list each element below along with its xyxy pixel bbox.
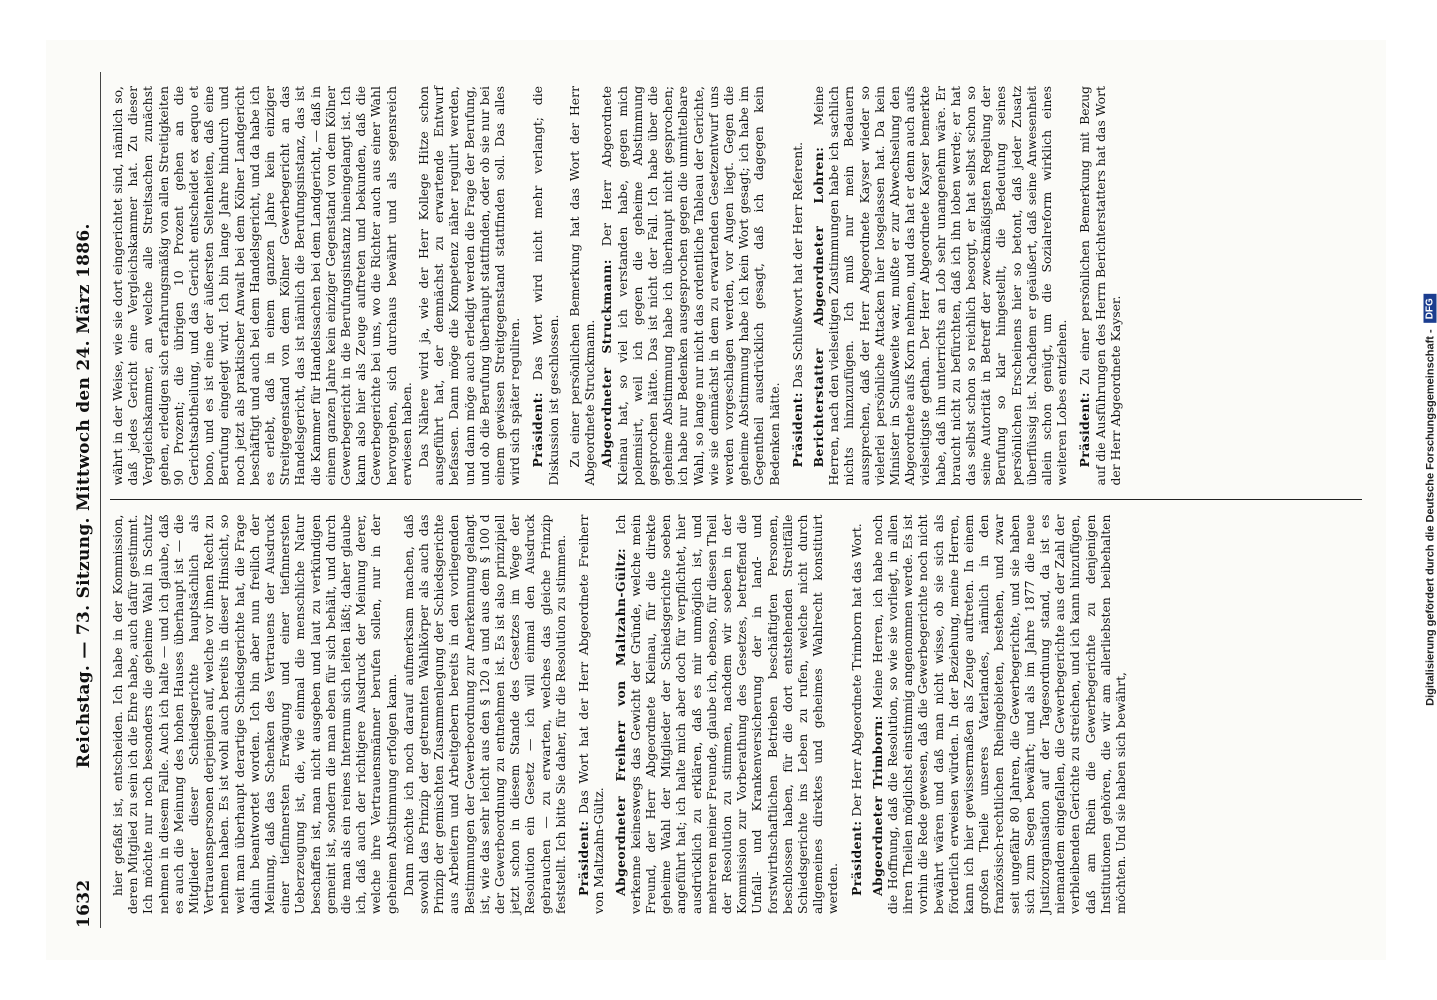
- paragraph: [110, 86, 414, 486]
- paragraph-text: Der Herr Abgeordnete Kleinau hat, so viel ich verstanden habe, gegen mich polemisirt, weil ich gegen die geheime Abstimmung gesprochen hätte. Das ist nicht der Fall. Ich habe über die geheime Abstimmung habe ich überhaupt nicht gesprochen; ich habe nur Bedenken ausgesprochen gegen die unmittelbare Wahl, so lange nur nicht das ordentliche Tableau der Gerichte, wie sie demnächst in dem zu erwartenden Gesetzentwurf uns werden vorgeschlagen werden, vor Augen liegt. Gegen die geheime Abstimmung habe ich kein Wort gesagt; ich habe im Gegentheil ausdrücklich gesagt, daß ich dagegen kein Bedenken hätte.: [599, 86, 782, 486]
- speaker-name: Abgeordneter Freiherr von Maltzahn-Gültz:: [612, 548, 628, 896]
- page-number: 1632: [74, 879, 94, 928]
- paragraph-text: Das Wort hat der Herr Abgeordnete Freiherr von Maltzahn-Gültz.: [576, 514, 607, 914]
- paragraph: [870, 515, 1128, 915]
- paragraph-text: Der Herr Abgeordnete Trimborn hat das Wort.: [848, 523, 864, 817]
- digitization-credit: Digitalisierung gefördert durch die Deutsche Forschungsgemeinschaft -: [1424, 329, 1436, 706]
- paragraph-text: Meine Herren, ich habe noch die Hoffnung, daß die Resolution, so wie sie vorliegt, in allen ihren Theilen möglichst einstimmig angenommen werde. Es ist vorhin die Rede gewesen, daß die Gewerbegerichte noch nicht bewährt wären und daß man nicht wisse, ob sie sich als förderlich erweisen würden. In der Beziehung, meine Herren, kann ich hier gewissermaßen als Zeuge auftreten. In einem großen Theile unseres Vaterlandes, nämlich in den französisch-rechtlichen Rheingebieten, bestehen, und zwar seit ungefähr 80 Jahren, die Gewerbegerichte, und sie haben sich zum Segen bewährt; und als im Jahre 1877 die neue Justizorganisation auf der Tagesordnung stand, da ist es niemandem eingefallen, die Gewerbegerichte aus der Zahl der verbleibenden Gerichte zu streichen, und ich kann hinzufügen, daß am Rhein die Gewerbegerichte zu denjenigen Institutionen gehören, die wir am allerliebsten beibehalten möchten. Und sie haben sich bewährt,: [869, 514, 1128, 914]
- speaker-name: Abgeordneter Struckmann:: [599, 259, 615, 468]
- president-remark: [790, 86, 805, 486]
- speaker-label: Präsident:: [576, 820, 592, 896]
- speaker-label: Präsident:: [789, 392, 805, 468]
- paragraph-text: Das Nähere wird ja, wie der Herr Kollege Hitze schon ausgeführt hat, der demnächst zu erwartende Entwurf befassen. Dann möge die Kompetenz näher regulirt werden, und dann möge auch erledigt werden die Frage der Berufung, und ob die Berufung überhaupt stattfinden, oder ob sie nur bei einem gewissen Streitgegenstand stattfinden soll. Das alles wird sich später reguliren.: [416, 86, 523, 486]
- document-page: [46, 40, 1386, 960]
- president-remark: [849, 515, 864, 915]
- paragraph-text: Das Wort wird nicht mehr verlangt; die Diskussion ist geschlossen.: [530, 86, 561, 486]
- paragraph-text: Zu einer persönlichen Bemerkung mit Bezug auf die Ausführungen des Herrn Berichterstatters hat das Wort der Herr Abgeordnete Kayser.: [1077, 86, 1123, 486]
- paragraph: [613, 515, 841, 915]
- dfg-logo: DFG: [1424, 294, 1437, 323]
- speaker-label: Präsident:: [848, 820, 864, 896]
- speaker-label: Präsident:: [1077, 392, 1093, 468]
- paragraph-text: Zu einer persönlichen Bemerkung hat das Wort der Herr Abgeordnete Struckmann.: [566, 86, 598, 486]
- paragraph: [599, 86, 781, 486]
- paragraph-text: Ich verkenne keineswegs das Gewicht der Gründe, welche mein Freund, der Herr Abgeordnete Kleinau, für die direkte geheime Wahl der Mitglieder der Schiedsgerichte soeben angeführt hat; ich halte mich aber doch für verpflichtet, hier ausdrücklich zu erklären, daß es mir unmöglich ist, und mehreren meiner Freunde, glaube ich, ebenso, für diesen Theil der Resolution zu stimmen, nachdem wir soeben in der Kommission zur Vorberathung des Gesetzes, betreffend die Unfall- und Krankenversicherung der in land- und forstwirthschaftlichen Betrieben beschäftigten Personen, beschlossen haben, für die dort entstehenden Streitfälle Schiedsgerichte ins Leben zu rufen, welche nicht durch allgemeines direktes und geheimes Wahlrecht konstituirt werden.: [612, 514, 841, 914]
- president-remark: [576, 515, 606, 915]
- president-remark: [530, 86, 560, 486]
- president-remark: [1077, 86, 1123, 486]
- paragraph-text: hier gefaßt ist, entscheiden. Ich habe in der Kommission, deren Mitglied zu sein ich die Ehre habe, auch dafür gestimmt. Ich möchte nur noch besonders die geheime Wahl in Schutz nehmen in diesem Falle. Auch ich halte — und ich glaube, daß es auch die Meinung des hohen Hauses überhaupt ist — die Mitglieder dieser Schiedsgerichte hauptsächlich als Vertrauenspersonen derjenigen auf, welche vor ihnen Recht zu nehmen haben. Es ist wohl auch bereits in dieser Hinsicht, so weit man überhaupt derartige Schiedsgerichte hat, die Frage dahin beantwortet worden. Ich bin aber nun freilich der Meinung, daß das Schenken des Vertrauens der Ausdruck einer tiefinnersten Erwägung und einer tiefinnersten Ueberzeugung ist, die, wie einmal die menschliche Natur beschaffen ist, man nicht ausgeben und laut zu verkündigen gemeint ist, sondern die man eben für sich behält, und durch die man als ein reines Internum sich leiten läßt; daher glaube ich, daß auch der richtigere Ausdruck der Meinung derer, welche ihre Vertrauensmänner berufen sollen, nur in der geheimen Abstimmung erfolgen kann.: [110, 514, 399, 914]
- paragraph: [401, 515, 568, 915]
- text-columns: [110, 72, 1362, 928]
- paragraph-text: Dann möchte ich noch darauf aufmerksam machen, daß sowohl das Prinzip der getrennten Wahlkörper als auch das Prinzip der gemischten Zusammenlegung der Schiedsgerichte aus Arbeitern und Arbeitgebern bereits in den vorliegenden Bestimmungen der Gewerbeordnung zur Anerkennung gelangt ist, wie das sehr leicht aus den § 120 a und aus dem § 100 d der Gewerbeordnung zu entnehmen ist. Es ist also prinzipiell jetzt schon in diesem Stande des Gesetzes im Wege der Resolution ein Gesetz — ich will einmal den Ausdruck gebrauchen — zu erwarten, welches das gleiche Prinzip feststellt. Ich bitte Sie daher, für die Resolution zu stimmen.: [400, 514, 568, 914]
- page-header: [74, 72, 101, 928]
- paragraph: [811, 86, 1069, 486]
- paragraph: [567, 86, 597, 486]
- paragraph: [416, 86, 522, 486]
- paragraph-text: Meine Herren, nach den vielseitigen Zustimmungen habe ich sachlich nichts hinzuzufügen. Ich muß nur mein Bedauern aussprechen, daß der Herr Abgeordnete Kayser wieder so vielerlei persönliche Attacken hier losgelassen hat. Da kein Minister in Schußweite war, mußte er zur Abwechselung den Abgeordnete aufs Korn nehmen, und das hat er denn auch aufs vielseitigste gethan. Der Herr Abgeordnete Kayser bemerkte habe, daß ihn unterrichts an Lob sehr unangenehm wäre. Er braucht nicht zu befürchten, daß ich ihn loben werde; er hat das selbst schon so reichlich besorgt, er hat selbst schon so seine Autorität in Betreff der zweckmäßigsten Regelung der Berufung so klar hingestellt, die Bedeutung seines persönlichen Erscheinens hier so betont, daß jeder Zusatz überflüssig ist. Nachdem er geäußert, daß seine Anwesenheit allein schon genügt, um die Sozialreform wirklich eines weiteren Lobes entziehen.: [810, 86, 1070, 486]
- right-column: [110, 72, 1362, 500]
- speaker-label: Präsident:: [530, 392, 546, 468]
- paragraph: [110, 515, 399, 915]
- speaker-name: Berichterstatter Abgeordneter Lohren:: [810, 146, 826, 468]
- paragraph-text: Das Schlußwort hat der Herr Referent.: [789, 141, 805, 389]
- paragraph-text: währt in der Weise, wie sie dort eingerichtet sind, nämlich so, daß jedes Gericht eine Vergleichskammer hat. Zu dieser Vergleichskammer, an welche alle Streitsachen zunächst gehen, erledigen sich erfahrungsmäßig von allen Streitigkeiten 90 Prozent; die übrigen 10 Prozent gehen an die Gerichtsabtheilung, und das Gericht entscheidet ex aequo et bono, und es ist eine der äußersten Seltenheiten, daß eine Berufung eingelegt wird. Ich bin lange Jahre hindurch und noch jetzt als praktischer Anwalt bei dem Kölner Landgericht beschäftigt und auch bei dem Handelsgericht, und da habe ich es erlebt, daß in einem ganzen Jahre kein einziger Streitgegenstand von dem Kölner Gewerbegericht an das Handelsgericht, das ist nämlich die Berufungsinstanz, das ist die Kammer für Handelssachen bei dem Landgericht, — daß in einem ganzen Jahre kein einziger Gegenstand von dem Kölner Gewerbegericht in die Berufungsinstanz hineingelangt ist. Ich kann also hier als Zeuge auftreten und bekunden, daß die Gewerbegerichte bei uns, wo die Richter auch aus einer Wahl hervorgehen, sich durchaus bewährt und als segensreich erwiesen haben.: [110, 86, 414, 486]
- page-title: Reichstag. — 73. Sitzung. Mittwoch den 24. März 1886.: [74, 223, 94, 769]
- left-column: [110, 500, 1362, 929]
- speaker-name: Abgeordneter Trimborn:: [869, 715, 885, 896]
